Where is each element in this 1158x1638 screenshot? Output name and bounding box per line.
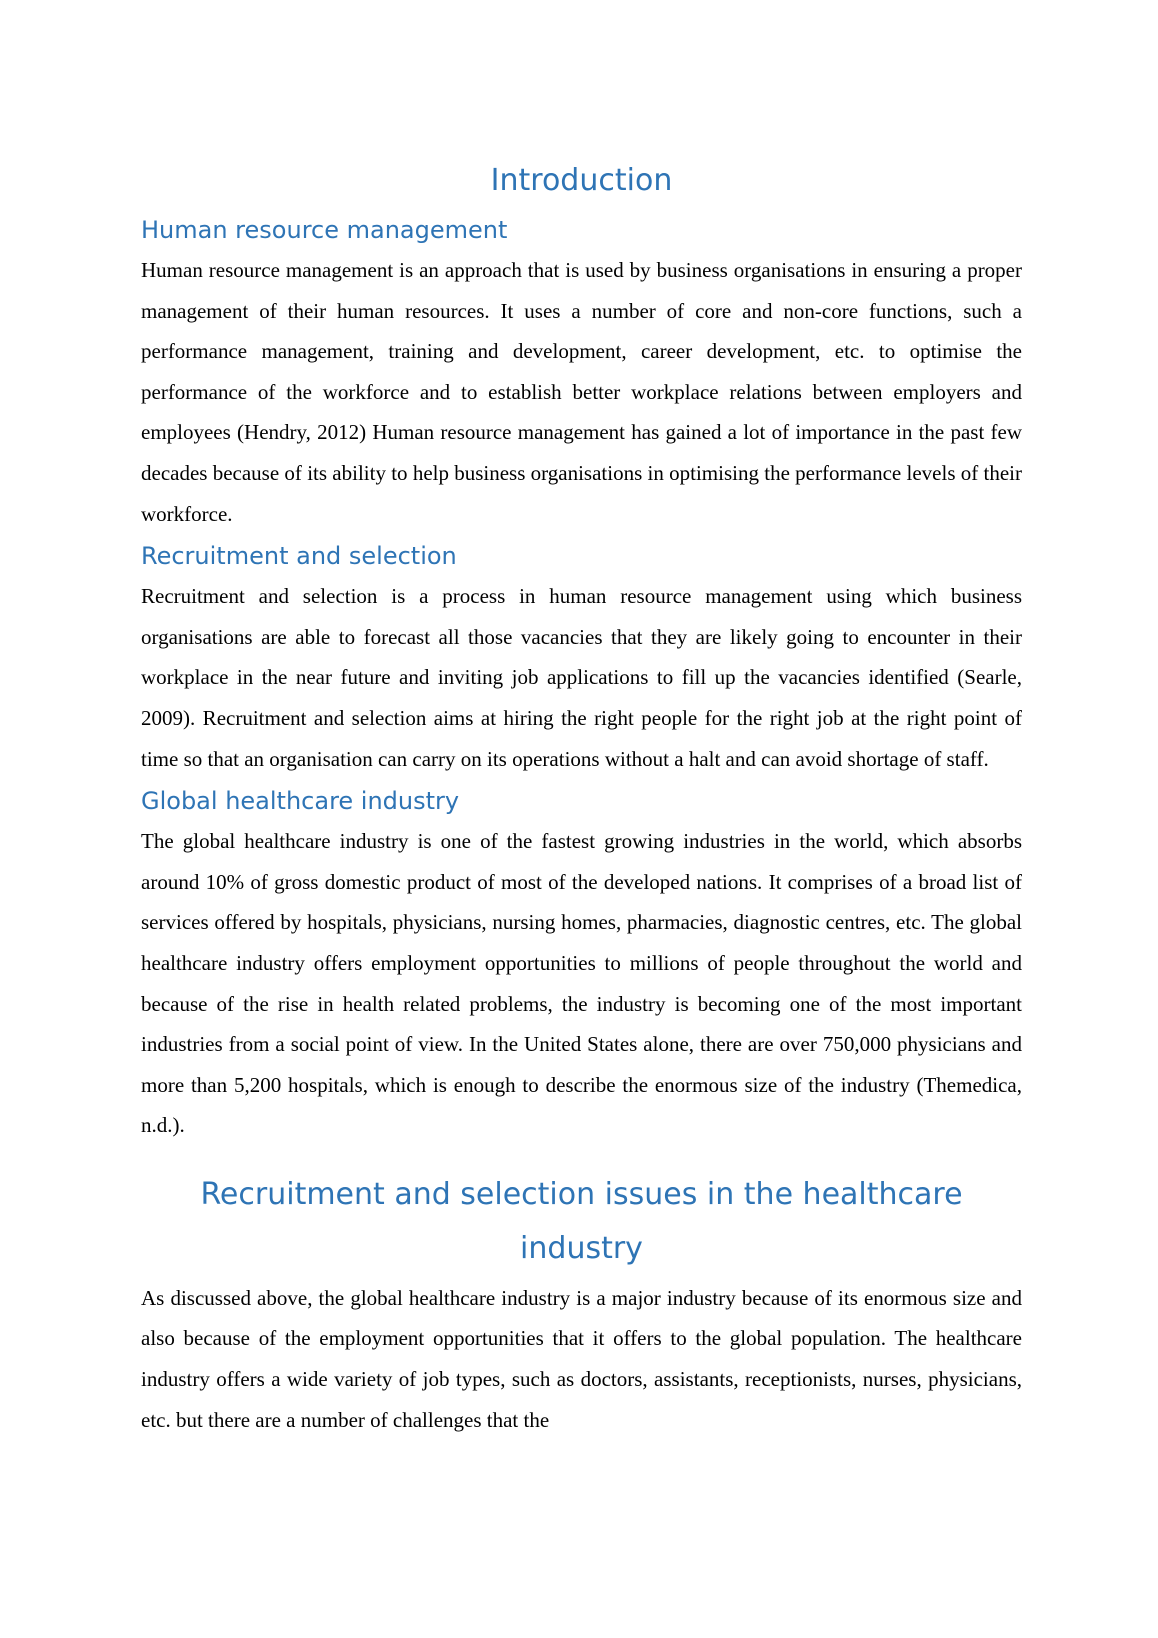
heading-human-resource-management: Human resource management — [141, 216, 508, 244]
paragraph-recruitment-and-selection: Recruitment and selection is a process in human resource management using which business organisations are able to forecast all those vacancies that they are likely going to encounter in their workplace in the near future and inviting job applications to fill up the vacancies identified (Searle, 2009). Recruitment and selection aims at hiring the right people for the right job at the right point of time so that an organisation can carry on its operations without a halt and can avoid shortage of staff. — [141, 584, 1022, 771]
document-content — [141, 154, 1022, 1440]
paragraph-human-resource-management: Human resource management is an approach that is used by business organisations in ensuring a proper management of their human resources. It uses a number of core and non-core functions, such a performance management, training and development, career development, etc. to optimise the performance of the workforce and to establish better workplace relations between employers and employees (Hendry, 2012) Human resource management has gained a lot of importance in the past few decades because of its ability to help business organisations in optimising the performance levels of their workforce. — [141, 258, 1022, 526]
heading-recruitment-and-selection: Recruitment and selection — [141, 542, 457, 571]
chapter-title: Recruitment and selection issues in the healthcare industry — [200, 1176, 963, 1266]
paragraph-chapter-intro: As discussed above, the global healthcare industry is a major industry because of its enormous size and also because of the employment opportunities that it offers to the global population. The healthcare industry offers a wide variety of job types, such as doctors, assistants, receptionists, nurses, physicians, etc. but there are a number of challenges that the — [141, 1285, 1022, 1432]
heading-global-healthcare-industry: Global healthcare industry — [141, 787, 460, 816]
introduction-title: Introduction — [490, 163, 673, 198]
paragraph-global-healthcare-industry: The global healthcare industry is one of the fastest growing industries in the world, which absorbs around 10% of gross domestic product of most of the developed nations. It comprises of a broad list of services offered by hospitals, physicians, nursing homes, pharmacies, diagnostic centres, etc. The global healthcare industry offers employment opportunities to millions of people throughout the world and because of the rise in health related problems, the industry is becoming one of the most important industries from a social point of view. In the United States alone, there are over 750,000 physicians and more than 5,200 hospitals, which is enough to describe the enormous size of the industry (Themedica, n.d.). — [141, 829, 1022, 1138]
